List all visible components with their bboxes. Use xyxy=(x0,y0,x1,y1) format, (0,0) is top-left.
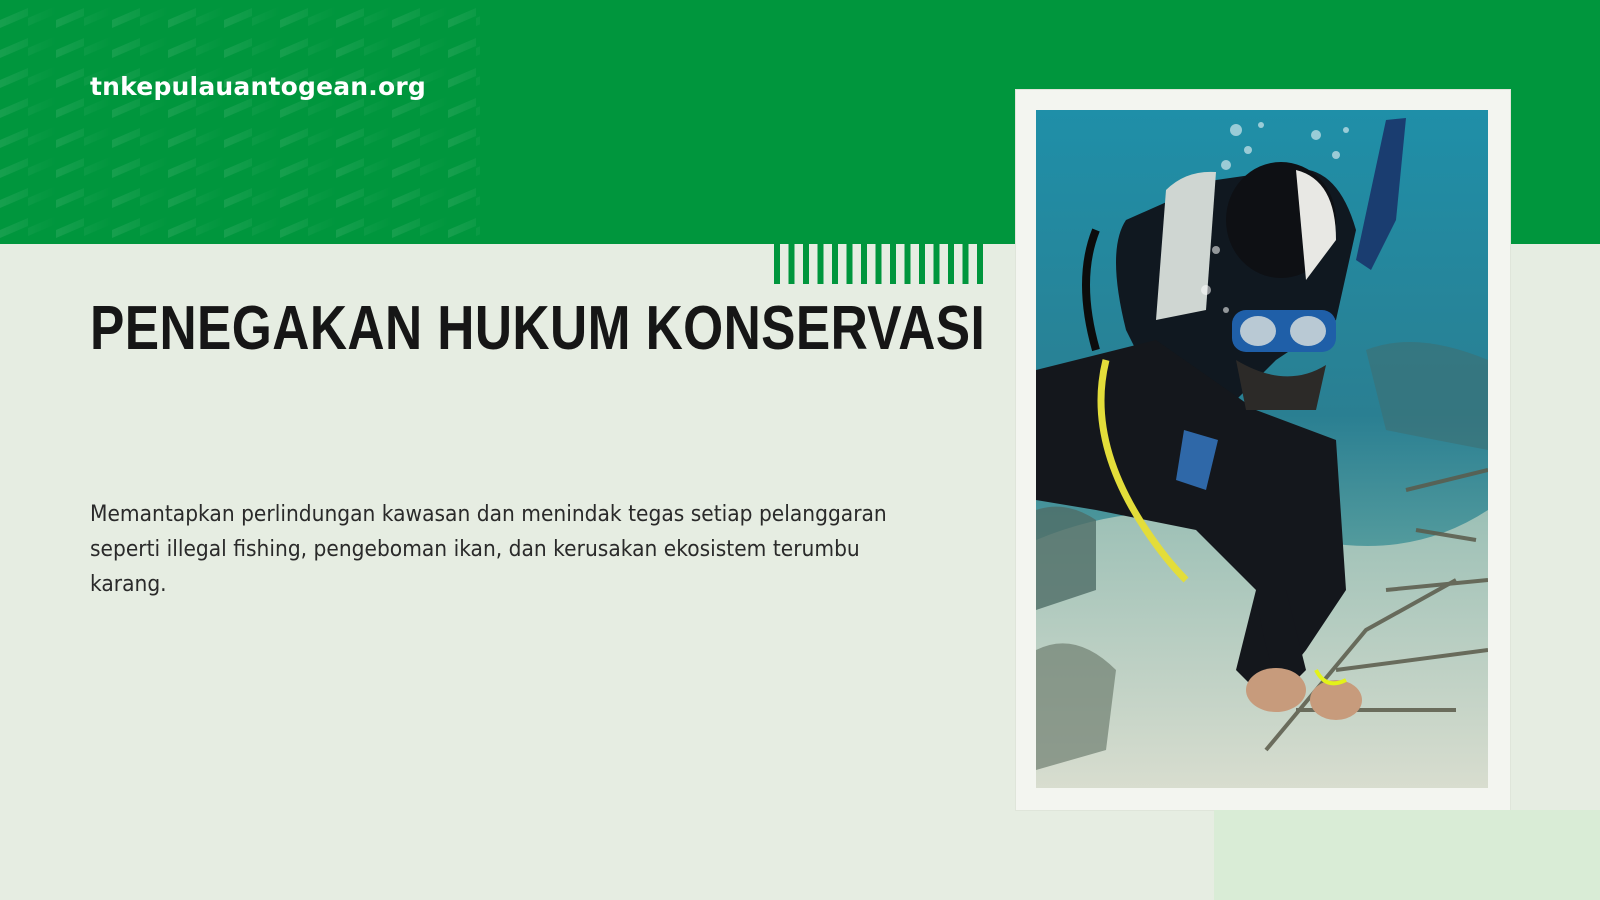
description-text: Memantapkan perlindungan kawasan dan menindak tegas setiap pelanggaran seperti illegal fishing, pengeboman ikan, dan kerusakan ekosistem terumbu karang. xyxy=(90,502,887,597)
chevron-pattern-icon xyxy=(0,0,480,244)
page-title: PENEGAKAN HUKUM KONSERVASI xyxy=(90,294,986,363)
photo-frame xyxy=(1016,90,1510,810)
diver-photo xyxy=(1036,110,1488,788)
vertical-bars-icon xyxy=(774,206,986,284)
corner-accent-block xyxy=(1214,810,1600,900)
site-url: tnkepulauantogean.org xyxy=(90,72,426,101)
